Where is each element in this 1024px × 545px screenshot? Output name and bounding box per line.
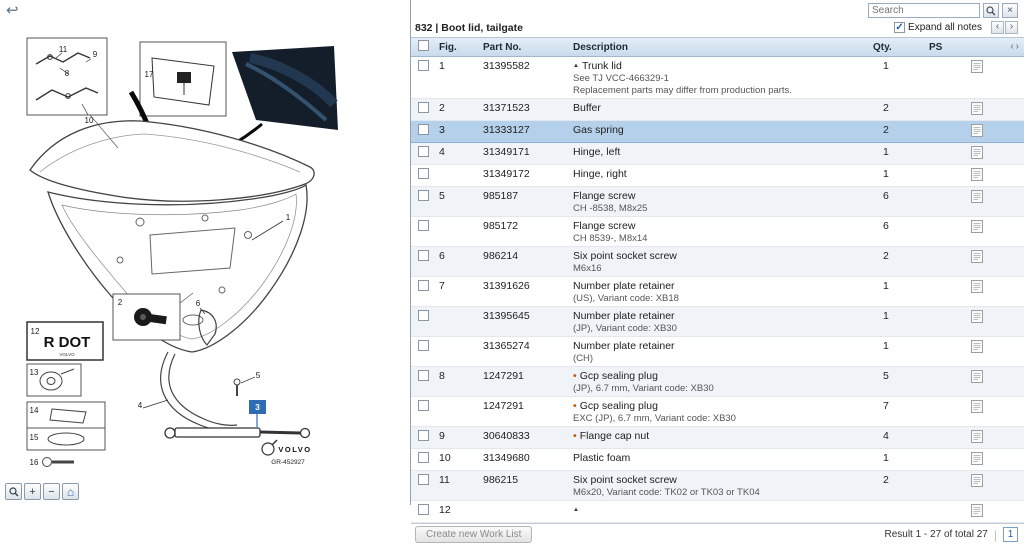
- note-icon[interactable]: [971, 400, 983, 416]
- note-icon[interactable]: [971, 430, 983, 446]
- car-photo-fragment: [232, 46, 338, 130]
- qty-cell: 7: [869, 397, 925, 427]
- note-page-icon: [971, 340, 983, 353]
- row-checkbox[interactable]: [418, 430, 429, 441]
- row-checkbox[interactable]: [418, 124, 429, 135]
- qty-cell: 1: [869, 165, 925, 187]
- note-icon[interactable]: [971, 452, 983, 468]
- description-cell: [569, 501, 869, 523]
- note-icon[interactable]: [971, 310, 983, 326]
- fig-cell: 10: [435, 449, 479, 471]
- part-no-cell: 31365274: [479, 337, 569, 367]
- part-no-cell: 30640833: [479, 427, 569, 449]
- row-checkbox[interactable]: [418, 250, 429, 261]
- expand-all-notes-toggle[interactable]: [894, 22, 982, 33]
- note-page-icon: [971, 146, 983, 159]
- qty-cell: 2: [869, 121, 925, 143]
- rdot-brand-text: VOLVO: [59, 352, 75, 357]
- pager-arrows: [991, 21, 1018, 34]
- description-cell: Six point socket screw M6x16: [569, 247, 869, 277]
- description-cell: Hinge, left: [569, 143, 869, 165]
- prev-page-button[interactable]: ‹: [991, 21, 1004, 34]
- table-header-row: [411, 38, 1024, 57]
- fig-cell: 11: [435, 471, 479, 501]
- qty-cell: 1: [869, 277, 925, 307]
- qty-cell: 1: [869, 307, 925, 337]
- result-count-text: Result 1 - 27 of total 27: [884, 529, 988, 540]
- row-checkbox[interactable]: [418, 370, 429, 381]
- rdot-text: R DOT: [43, 334, 91, 351]
- part-row[interactable]: [411, 143, 1024, 165]
- part-row[interactable]: [411, 277, 1024, 307]
- part-no-cell: 31395645: [479, 307, 569, 337]
- qty-cell: 6: [869, 217, 925, 247]
- qty-cell: 4: [869, 427, 925, 449]
- checkbox-checked-icon[interactable]: ✓: [895, 22, 904, 33]
- qty-cell: 1: [869, 449, 925, 471]
- part-row[interactable]: [411, 307, 1024, 337]
- qty-cell: [869, 501, 925, 523]
- part-no-cell: 31391626: [479, 277, 569, 307]
- zoom-controls: [5, 483, 79, 500]
- note-page-icon: [971, 124, 983, 137]
- part-no-cell: 31349172: [479, 165, 569, 187]
- note-page-icon: [971, 452, 983, 465]
- footer-bar: [411, 523, 1024, 545]
- description-cell: • Gcp sealing plug EXC (JP), 6.7 mm, Variant code: XB30: [569, 397, 869, 427]
- part-row[interactable]: [411, 397, 1024, 427]
- note-page-icon: [971, 430, 983, 443]
- part-row[interactable]: [411, 449, 1024, 471]
- row-checkbox[interactable]: [418, 102, 429, 113]
- fig-cell: 5: [435, 187, 479, 217]
- zoom-out-button[interactable]: −: [43, 483, 60, 500]
- fig-cell: 9: [435, 427, 479, 449]
- part-no-cell: 31333127: [479, 121, 569, 143]
- qty-cell: 1: [869, 57, 925, 99]
- clear-search-button[interactable]: [1002, 3, 1018, 18]
- part-row[interactable]: [411, 427, 1024, 449]
- note-icon[interactable]: [971, 124, 983, 140]
- part-no-cell: 31395582: [479, 57, 569, 99]
- description-cell: Flange screw CH 8539-, M8x14: [569, 217, 869, 247]
- part-row[interactable]: [411, 471, 1024, 501]
- part-row[interactable]: [411, 501, 1024, 523]
- part-no-cell: 985187: [479, 187, 569, 217]
- note-icon[interactable]: [971, 220, 983, 236]
- bullet-icon: •: [573, 430, 577, 442]
- expand-all-notes-label: Expand all notes: [908, 22, 982, 33]
- note-icon[interactable]: [971, 370, 983, 386]
- page-number-button[interactable]: 1: [1003, 527, 1018, 542]
- fig-cell: [435, 397, 479, 427]
- description-cell: Gas spring: [569, 121, 869, 143]
- note-icon[interactable]: [971, 504, 983, 520]
- parts-table: [411, 38, 1024, 523]
- fig-cell: 2: [435, 99, 479, 121]
- drawing-reference: GR-452927: [271, 459, 305, 466]
- zoom-in-button[interactable]: +: [24, 483, 41, 500]
- table-body: [411, 57, 1024, 523]
- note-page-icon: [971, 102, 983, 115]
- footer-separator: |: [993, 527, 997, 542]
- qty-cell: 2: [869, 471, 925, 501]
- search-icon: [986, 6, 996, 16]
- callout-6: 6: [195, 299, 201, 308]
- part-row[interactable]: [411, 121, 1024, 143]
- col-header-qty: Qty.: [869, 38, 925, 57]
- qty-cell: 6: [869, 187, 925, 217]
- qty-cell: 1: [869, 337, 925, 367]
- parts-list-panel: [411, 0, 1024, 542]
- note-page-icon: [971, 168, 983, 181]
- part-row[interactable]: [411, 99, 1024, 121]
- note-icon[interactable]: [971, 474, 983, 490]
- part-row[interactable]: [411, 337, 1024, 367]
- col-header-fig: Fig.: [435, 38, 479, 57]
- row-checkbox[interactable]: [418, 220, 429, 231]
- col-header-description: Description: [569, 38, 869, 57]
- table-viewport: [411, 37, 1024, 523]
- note-icon[interactable]: [971, 190, 983, 206]
- volvo-text: VOLVO: [278, 445, 312, 454]
- note-page-icon: [971, 504, 983, 517]
- magnifier-icon: [9, 487, 19, 497]
- row-checkbox[interactable]: [418, 168, 429, 179]
- description-cell: Number plate retainer (JP), Variant code: XB30: [569, 307, 869, 337]
- callout-12: 12: [30, 327, 40, 336]
- description-cell: ▲ Trunk lid See TJ VCC-466329-1 Replacement parts may differ from production parts.: [569, 57, 869, 99]
- callout-13: 13: [29, 368, 39, 377]
- note-page-icon: [971, 310, 983, 323]
- note-icon[interactable]: [971, 146, 983, 162]
- description-cell: Number plate retainer (CH): [569, 337, 869, 367]
- description-cell: • Gcp sealing plug (JP), 6.7 mm, Variant code: XB30: [569, 367, 869, 397]
- callout-10: 10: [84, 116, 94, 125]
- back-arrow-icon[interactable]: ↩: [6, 2, 19, 19]
- callout-5: 5: [255, 371, 261, 380]
- page-title: 832 | Boot lid, tailgate: [415, 21, 523, 34]
- callout-9: 9: [92, 50, 98, 59]
- part-no-cell: 985172: [479, 217, 569, 247]
- zoom-window-button[interactable]: [5, 483, 22, 500]
- note-triangle-icon: ▲: [573, 507, 579, 513]
- fig-cell: 7: [435, 277, 479, 307]
- note-page-icon: [971, 280, 983, 293]
- note-page-icon: [971, 250, 983, 263]
- row-checkbox[interactable]: [418, 190, 429, 201]
- callout-1: 1: [285, 213, 291, 222]
- fig-cell: 4: [435, 143, 479, 165]
- note-triangle-icon: ▲: [573, 63, 579, 69]
- description-cell: Six point socket screw M6x20, Variant code: TK02 or TK03 or TK04: [569, 471, 869, 501]
- part-row[interactable]: [411, 187, 1024, 217]
- detail-box-small-parts: [27, 402, 105, 467]
- row-checkbox[interactable]: [418, 280, 429, 291]
- part-no-cell: 986214: [479, 247, 569, 277]
- note-page-icon: [971, 370, 983, 383]
- callout-2: 2: [117, 298, 123, 307]
- torsion-arm-drawing: [143, 352, 237, 431]
- note-page-icon: [971, 474, 983, 487]
- fig-cell: [435, 165, 479, 187]
- note-page-icon: [971, 190, 983, 203]
- parts-diagram[interactable]: [0, 0, 410, 505]
- description-cell: Hinge, right: [569, 165, 869, 187]
- next-page-button[interactable]: ›: [1005, 21, 1018, 34]
- detail-box-clip: [140, 42, 226, 116]
- note-icon[interactable]: [971, 102, 983, 118]
- part-no-cell: 31349680: [479, 449, 569, 471]
- callout-17: 17: [144, 70, 154, 79]
- note-icon[interactable]: [971, 280, 983, 296]
- description-cell: Buffer: [569, 99, 869, 121]
- note-page-icon: [971, 400, 983, 413]
- callout-16: 16: [29, 458, 39, 467]
- zoom-home-button[interactable]: ⌂: [62, 483, 79, 500]
- description-cell: Flange screw CH -8538, M8x25: [569, 187, 869, 217]
- part-no-cell: [479, 501, 569, 523]
- note-page-icon: [971, 60, 983, 73]
- description-cell: Plastic foam: [569, 449, 869, 471]
- hscroll-arrows[interactable]: ‹›: [1010, 41, 1021, 52]
- callout-11: 11: [58, 45, 68, 54]
- part-row[interactable]: [411, 165, 1024, 187]
- note-icon[interactable]: [971, 250, 983, 266]
- note-icon[interactable]: [971, 60, 983, 76]
- description-cell: Number plate retainer (US), Variant code: XB18: [569, 277, 869, 307]
- fig-cell: 6: [435, 247, 479, 277]
- callout-4: 4: [137, 401, 143, 410]
- select-all-checkbox[interactable]: [418, 40, 429, 51]
- search-bar: [411, 0, 1024, 19]
- part-no-cell: 1247291: [479, 397, 569, 427]
- fig-cell: [435, 217, 479, 247]
- diagram-panel: [0, 0, 411, 505]
- fig-cell: 3: [435, 121, 479, 143]
- callout-15: 15: [29, 433, 39, 442]
- part-no-cell: 31349171: [479, 143, 569, 165]
- volvo-logo: [262, 440, 312, 466]
- callout-14: 14: [29, 406, 39, 415]
- part-no-cell: 1247291: [479, 367, 569, 397]
- part-row[interactable]: [411, 57, 1024, 99]
- search-button[interactable]: [983, 3, 999, 18]
- col-header-ps: PS ‹›: [925, 38, 1024, 57]
- bullet-icon: •: [573, 370, 577, 382]
- description-cell: • Flange cap nut: [569, 427, 869, 449]
- fig-cell: 12: [435, 501, 479, 523]
- row-checkbox[interactable]: [418, 146, 429, 157]
- part-no-cell: 31371523: [479, 99, 569, 121]
- qty-cell: 2: [869, 99, 925, 121]
- part-row[interactable]: [411, 367, 1024, 397]
- row-checkbox[interactable]: [418, 310, 429, 321]
- callout-8: 8: [64, 69, 70, 78]
- qty-cell: 2: [869, 247, 925, 277]
- close-icon: ×: [1007, 5, 1013, 16]
- note-icon[interactable]: [971, 168, 983, 184]
- fig-cell: 1: [435, 57, 479, 99]
- bolt-drawing: [234, 377, 255, 396]
- note-icon[interactable]: [971, 340, 983, 356]
- fig-cell: [435, 307, 479, 337]
- fig-cell: 8: [435, 367, 479, 397]
- create-work-list-button[interactable]: Create new Work List: [415, 526, 532, 543]
- qty-cell: 1: [869, 143, 925, 165]
- col-header-part-no: Part No.: [479, 38, 569, 57]
- search-input[interactable]: [868, 3, 980, 18]
- fig-cell: [435, 337, 479, 367]
- part-row[interactable]: [411, 247, 1024, 277]
- title-bar: [411, 19, 1024, 37]
- row-checkbox[interactable]: [418, 400, 429, 411]
- callout-3-selected[interactable]: 3: [255, 402, 260, 412]
- row-checkbox[interactable]: [418, 60, 429, 71]
- part-no-cell: 986215: [479, 471, 569, 501]
- row-checkbox[interactable]: [418, 474, 429, 485]
- bullet-icon: •: [573, 400, 577, 412]
- part-row[interactable]: [411, 217, 1024, 247]
- row-checkbox[interactable]: [418, 504, 429, 515]
- row-checkbox[interactable]: [418, 452, 429, 463]
- note-page-icon: [971, 220, 983, 233]
- qty-cell: 5: [869, 367, 925, 397]
- row-checkbox[interactable]: [418, 340, 429, 351]
